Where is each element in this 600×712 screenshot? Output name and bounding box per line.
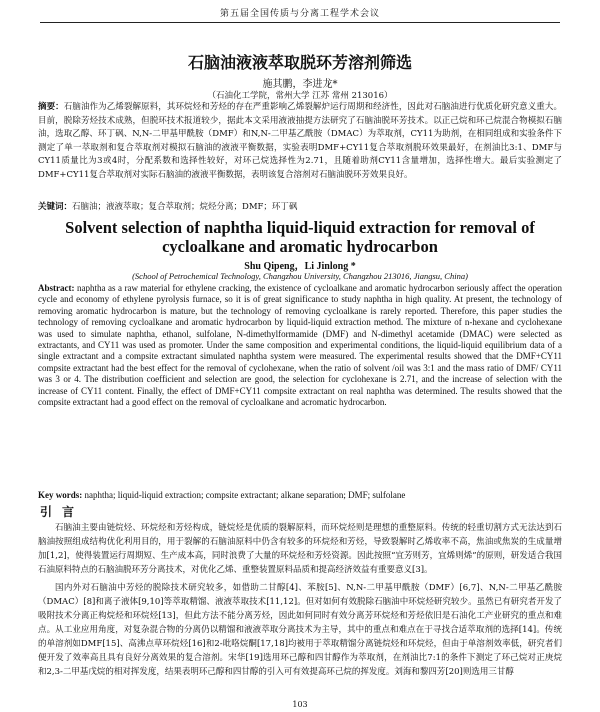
chinese-abstract-label: 摘要： bbox=[38, 102, 64, 112]
english-affiliation: (School of Petrochemical Technology, Changzhou University, Changzhou 213016, Jiangsu, China) bbox=[132, 271, 468, 281]
chinese-affiliation: （石油化工学院，常州大学 江苏 常州 213016） bbox=[207, 91, 393, 101]
chinese-keywords-text: 石脑油；液液萃取；复合萃取剂；烷烃分离；DMF；环丁砜 bbox=[72, 202, 298, 212]
english-title: Solvent selection of naphtha liquid-liquid extraction for removal of cycloalkane and aromatic hydrocarbon bbox=[65, 218, 535, 256]
intro-paragraph-1: 石脑油主要由链烷烃、环烷烃和芳烃构成，链烷烃是优质的裂解原料，而环烷烃则是理想的重整原料。传统的轻重切割方式无法达到石脑油按照组成结构优化利用目的，用于裂解的石脑油原料中仍含有较多的环烷烃和芳烃，导致裂解时乙烯收率不高，焦油或焦炭的生成量增加[1,2]，使得装置运行周期短、生产成本高，同时浪费了大量的环烷烃和芳烃资源。因此按照“宜芳则芳，宜烯则烯”的原则，研发适合我国石油原料特点的石脑油脱环芳分离技术，对优化乙烯、重整装置原料品质和提高经济效益有重要意义[3]。 bbox=[38, 523, 562, 575]
english-authors: Shu Qipeng，Li Jinlong * bbox=[244, 261, 356, 272]
english-keywords bbox=[38, 490, 562, 500]
introduction-body bbox=[38, 521, 562, 679]
english-abstract bbox=[38, 283, 562, 408]
introduction-heading: 引言 bbox=[40, 505, 85, 519]
chinese-abstract-text: 石脑油作为乙烯裂解原料，其环烷烃和芳烃的存在严重影响乙烯裂解炉运行周期和经济性，因此对石脑油进行优质化研究意义重大。目前，脱除芳烃技术成熟，但脱环技术报道较少，据此本文采用液液抽提方法研究了石脑油脱环芳技术。以正己烷和环己烷混合物模拟石脑油，选取乙醇、环丁砜、N,N-二甲基甲酰胺（DMF）和N,N-二甲基乙酰胺（DMAC）为萃取剂，CY11为助剂，在相同组成和实验条件下测定了单一萃取剂和复合萃取剂对模拟石脑油的液液平衡数据，实验表明DMF+CY11复合萃取剂脱环效果最好，在剂油比3:1、DMF与CY11质量比为3或4时，分配系数和选择性较好，对环己烷选择性为2.71，且随着助剂CY11含量增加，选择性增大。最后实验测定了DMF+CY11复合萃取剂对实际石脑油的液液平衡数据，表明该复合溶剂对石脑油脱环芳效果良好。 bbox=[38, 102, 562, 180]
chinese-authors: 施其鹏，李进龙* bbox=[262, 79, 338, 90]
running-header: 第五届全国传质与分离工程学术会议 bbox=[219, 9, 380, 19]
english-keywords-label: Key words: bbox=[38, 490, 83, 500]
chinese-abstract bbox=[38, 101, 562, 182]
english-abstract-text: naphtha as a raw material for ethylene cracking, the existence of cycloalkane and aromatic hydrocarbon seriously affect the operation cycle and economy of ethylene pyrolysis furnace, so it is of great significance to study naphtha in high quality. At present, the technology of removing aromatic hydrocarbon is mature, but the technology of removing cycloalkane is rarely reported. Therefore, this paper studies the technology of removing cycloalkane and aromatic hydrocarbon by liquid-liquid extraction method. The mixture of n-hexane and cyclohexane was used to simulate naphtha, ethanol, sulfolane, N-dimethylformamide (DMF) and N-dimethyl acetamide (DMAC) were selected as extractants, and CY11 was used as promoter. Under the same composition and experimental conditions, the liquid-liquid equilibrium data of a single extractant and a compsite extractant simulated naphtha system were measured. The experimental results showed that the DMF+CY11 compsite extractant had the best effect for the removal of cyclohexane, when the ratio of solvent /oil was 3:1 and the mass ratio of DMF/ CY11 was 3 or 4. The distribution coefficient and selection are good, the selection for cyclohexane is 2.71, and the increase of selection with the increase of CY11 content. Finally, the effect of DMF+CY11 compsite extractant on real naphtha was determined. The results showed that the compsite extractant had a good effect on the removal of cycloalkane and acromatic hydrocarbon. bbox=[38, 283, 563, 408]
chinese-title: 石脑油液液萃取脱环芳溶剂筛选 bbox=[187, 53, 412, 72]
page-number: 103 bbox=[292, 700, 308, 709]
header-rule bbox=[40, 22, 560, 23]
english-abstract-label: Abstract: bbox=[38, 283, 75, 293]
chinese-keywords bbox=[38, 200, 562, 212]
intro-paragraph-2: 国内外对石脑油中芳烃的脱除技术研究较多，如借助二甘醇[4]、苯胺[5]、N,N-二甲基甲酰胺（DMF）[6,7]、N,N-二甲基乙酰胺（DMAC）[8]和离子液体[9,10]等萃取精馏、液液萃取技术[11,12]。但对如何有效脱除石脑油中环烷烃研究较少。虽然已有研究者开发了吸附技术分离正构烷烃和环烷烃[13]，但此方法不能分离芳烃，因此如何同时有效分离芳环烷烃和芳烃依旧是石油化工产业研究的重点和难点。从工业应用角度，对复杂混合物的分离仍以精馏和液液萃取分离技术为主导，其中的重点和难点在于寻找合适萃取剂的选择[14]。传统的单溶剂如DMF[15]、高沸点草环烷烃[16]和2-吡咯烷酮[17,18]均被用于萃取精馏分离链烷烃和环烷烃，但由于单溶剂效率低，研究者们便开发了效率高且具有良好分离效果的复合溶剂。宋华[19]选用环己醇和四甘醇作为萃取剂，在剂油比7:1的条件下测定了环己烷对正庚烷和2,3-二甲基戊烷的相对挥发度，结果表明环己醇和四甘醇的引入可有效提高环己烷的挥发度。刘海和黎四芳[20]则选用三甘醇 bbox=[38, 583, 562, 677]
chinese-keywords-label: 关键词： bbox=[38, 202, 73, 212]
english-keywords-text: naphtha; liquid-liquid extraction; compsite extractant; alkane separation; DMF; sulfolane bbox=[84, 490, 406, 500]
